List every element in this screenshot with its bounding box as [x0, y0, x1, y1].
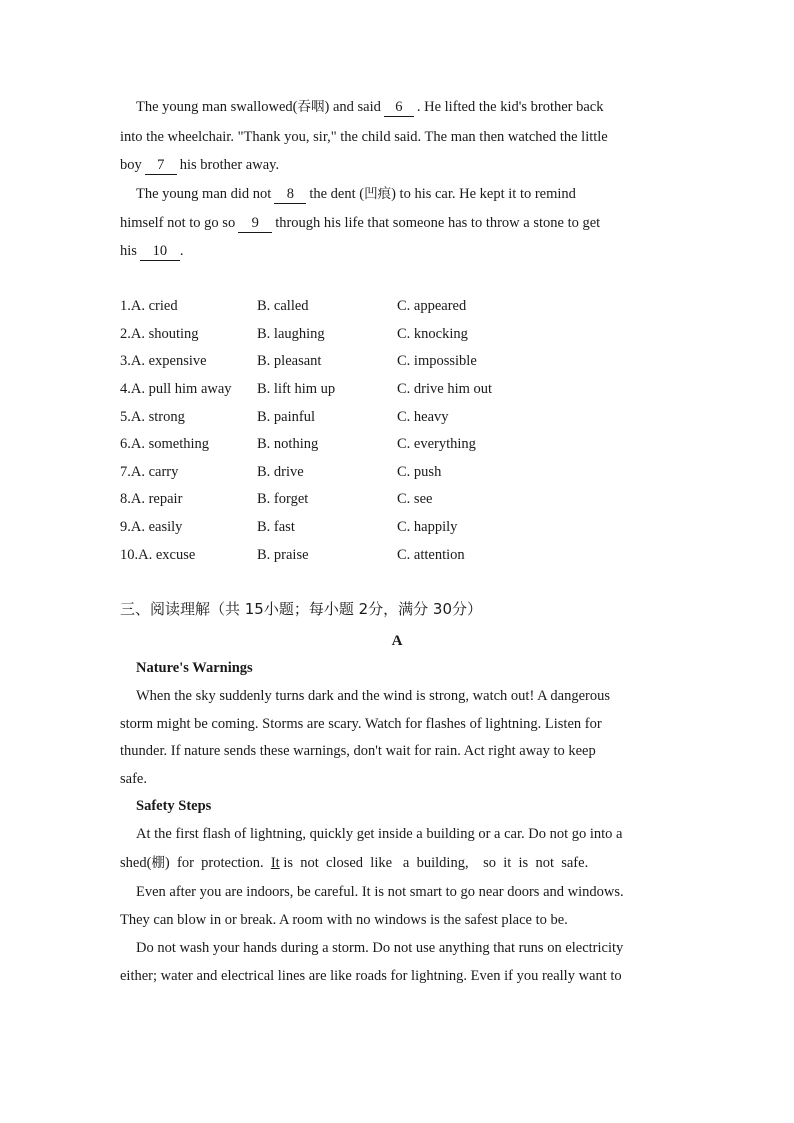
- option-c[interactable]: C. heavy: [397, 409, 449, 425]
- option-row-5: [120, 407, 540, 427]
- option-c[interactable]: C. knocking: [397, 326, 468, 342]
- cloze-line: into the wheelchair. "Thank you, sir," the child said. The man then watched the little: [120, 129, 608, 145]
- text: through his life that someone has to throw a stone to get: [275, 215, 601, 231]
- option-b[interactable]: B. drive: [257, 464, 304, 480]
- option-row-8: [120, 489, 540, 509]
- cloze-line: [136, 97, 696, 117]
- option-row-10: [120, 545, 540, 565]
- option-row-4: [120, 379, 540, 399]
- option-row-7: [120, 462, 540, 482]
- text: ) to his car. He kept it to remind: [391, 186, 576, 202]
- chinese-gloss: 吞咽: [297, 99, 325, 115]
- option-c[interactable]: C. see: [397, 491, 433, 507]
- option-row-2: [120, 324, 540, 344]
- option-b[interactable]: B. forget: [257, 491, 309, 507]
- chinese-gloss: 凹痕: [364, 186, 392, 202]
- reading-line: [120, 853, 680, 873]
- option-a[interactable]: 8.A. repair: [120, 491, 183, 507]
- text: is not closed like a building, so it is not safe.: [279, 855, 589, 871]
- option-a[interactable]: 6.A. something: [120, 436, 210, 452]
- option-a[interactable]: 5.A. strong: [120, 409, 185, 425]
- blank-7[interactable]: 7: [145, 157, 177, 175]
- reading-line: When the sky suddenly turns dark and the wind is strong, watch out! A dangerous: [136, 688, 610, 704]
- option-c[interactable]: C. appeared: [397, 298, 467, 314]
- reading-line: At the first flash of lightning, quickly get inside a building or a car. Do not go into a: [136, 826, 623, 842]
- option-b[interactable]: B. fast: [257, 519, 295, 535]
- chinese-gloss: 棚: [151, 855, 165, 871]
- option-b[interactable]: B. laughing: [257, 326, 325, 342]
- cloze-line: [136, 184, 696, 204]
- option-c[interactable]: C. everything: [397, 436, 476, 452]
- option-row-1: [120, 296, 540, 316]
- option-a[interactable]: 9.A. easily: [120, 519, 183, 535]
- option-c[interactable]: C. impossible: [397, 353, 477, 369]
- underlined-word: It: [270, 855, 280, 871]
- option-a[interactable]: 3.A. expensive: [120, 353, 207, 369]
- option-row-3: [120, 351, 540, 371]
- text: . He lifted the kid's brother back: [416, 99, 604, 115]
- option-b[interactable]: B. nothing: [257, 436, 319, 452]
- option-a[interactable]: 4.A. pull him away: [120, 381, 232, 397]
- text: ) and said: [324, 99, 381, 115]
- option-a[interactable]: 7.A. carry: [120, 464, 179, 480]
- section-heading: 三、阅读理解（共 15小题；每小题 2分，满分 30分）: [120, 600, 483, 618]
- option-b[interactable]: B. pleasant: [257, 353, 322, 369]
- cloze-line: [120, 213, 680, 233]
- text: the dent (: [309, 186, 365, 202]
- text: shed(: [120, 855, 152, 871]
- reading-line: They can blow in or break. A room with no windows is the safest place to be.: [120, 912, 568, 928]
- option-c[interactable]: C. happily: [397, 519, 458, 535]
- option-a[interactable]: 10.A. excuse: [120, 547, 196, 563]
- reading-line: storm might be coming. Storms are scary. Watch for flashes of lightning. Listen for: [120, 716, 602, 732]
- reading-subtitle: Nature's Warnings: [136, 660, 253, 676]
- option-c[interactable]: C. push: [397, 464, 442, 480]
- text: boy: [120, 157, 142, 173]
- reading-line: thunder. If nature sends these warnings, don't wait for rain. Act right away to keep: [120, 743, 596, 759]
- reading-line: either; water and electrical lines are like roads for lightning. Even if you really want to: [120, 968, 622, 984]
- option-c[interactable]: C. attention: [397, 547, 465, 563]
- blank-10[interactable]: 10: [140, 243, 180, 261]
- option-a[interactable]: 2.A. shouting: [120, 326, 199, 342]
- text: The young man swallowed(: [136, 99, 298, 115]
- blank-6[interactable]: 6: [384, 99, 414, 117]
- reading-line: Do not wash your hands during a storm. Do not use anything that runs on electricity: [136, 940, 624, 956]
- option-b[interactable]: B. lift him up: [257, 381, 336, 397]
- text: his: [120, 243, 137, 259]
- passage-letter: A: [391, 633, 403, 649]
- text: himself not to go so: [120, 215, 236, 231]
- option-b[interactable]: B. painful: [257, 409, 315, 425]
- text: ) for protection.: [164, 855, 271, 871]
- cloze-line: [120, 241, 680, 261]
- reading-line: safe.: [120, 771, 147, 787]
- text: .: [179, 243, 184, 259]
- option-b[interactable]: B. praise: [257, 547, 309, 563]
- option-a[interactable]: 1.A. cried: [120, 298, 178, 314]
- reading-line: Even after you are indoors, be careful. It is not smart to go near doors and windows.: [136, 884, 624, 900]
- blank-9[interactable]: 9: [238, 215, 272, 233]
- text: The young man did not: [136, 186, 272, 202]
- cloze-line: [120, 155, 680, 175]
- option-row-9: [120, 517, 540, 537]
- option-row-6: [120, 434, 540, 454]
- option-b[interactable]: B. called: [257, 298, 309, 314]
- option-c[interactable]: C. drive him out: [397, 381, 493, 397]
- reading-subtitle: Safety Steps: [136, 798, 212, 814]
- blank-8[interactable]: 8: [274, 186, 306, 204]
- text: his brother away.: [179, 157, 280, 173]
